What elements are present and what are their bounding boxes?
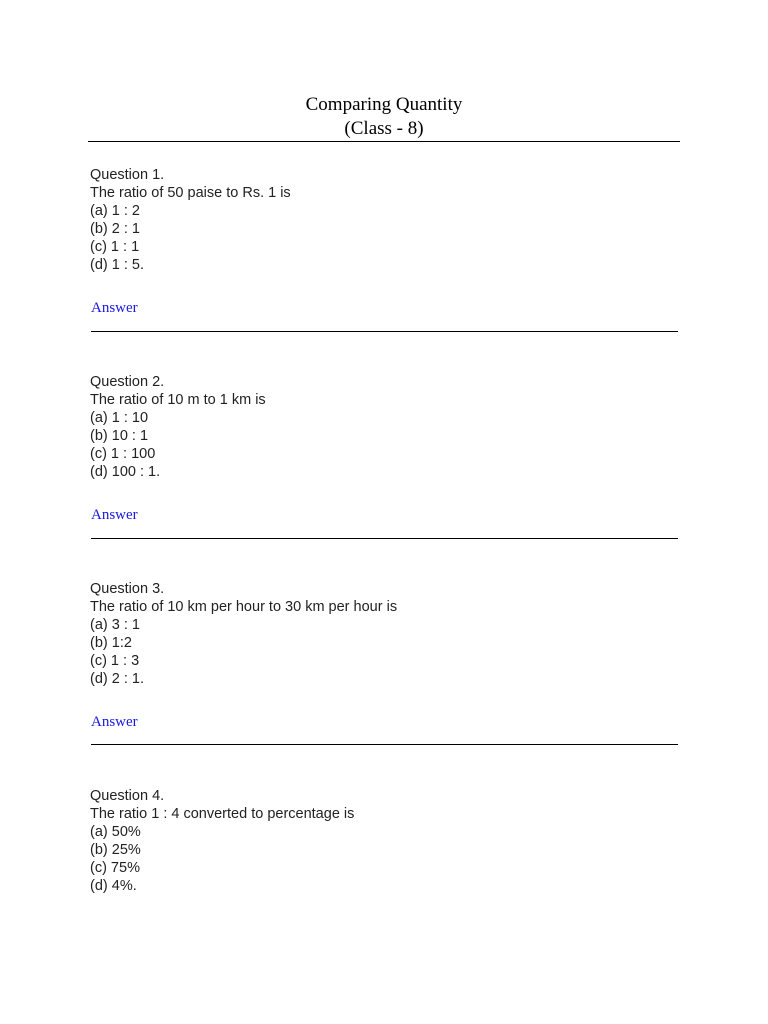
header-divider (88, 141, 680, 142)
question-number: Question 1. (90, 167, 165, 183)
option-d: (d) 100 : 1. (90, 464, 161, 480)
option-b: (b) 25% (90, 842, 141, 858)
option-d: (d) 1 : 5. (90, 257, 144, 273)
option-a: (a) 1 : 2 (90, 203, 140, 219)
option-d: (d) 2 : 1. (90, 671, 144, 687)
page-subtitle: (Class - 8) (344, 118, 424, 139)
option-d: (d) 4%. (90, 878, 137, 894)
answer-link-3[interactable]: Answer (91, 714, 138, 730)
option-a: (a) 50% (90, 824, 141, 840)
answer-link-2[interactable]: Answer (91, 507, 138, 523)
question-4 (90, 787, 690, 895)
option-c: (c) 1 : 1 (90, 239, 140, 255)
page-title-block (0, 93, 768, 141)
question-text: The ratio 1 : 4 converted to percentage is (90, 806, 355, 822)
option-c: (c) 1 : 100 (90, 446, 156, 462)
option-c: (c) 75% (90, 860, 140, 876)
question-text: The ratio of 10 km per hour to 30 km per hour is (90, 599, 398, 615)
question-number: Question 2. (90, 374, 165, 390)
option-a: (a) 1 : 10 (90, 410, 149, 426)
question-text: The ratio of 50 paise to Rs. 1 is (90, 185, 291, 201)
question-divider-2 (91, 538, 678, 539)
question-1 (90, 166, 690, 274)
question-divider-3 (91, 744, 678, 745)
page-title: Comparing Quantity (305, 94, 463, 115)
question-3 (90, 580, 690, 688)
question-divider-1 (91, 331, 678, 332)
question-number: Question 3. (90, 581, 165, 597)
option-b: (b) 10 : 1 (90, 428, 149, 444)
option-b: (b) 1:2 (90, 635, 132, 651)
question-2 (90, 373, 690, 481)
question-text: The ratio of 10 m to 1 km is (90, 392, 266, 408)
option-c: (c) 1 : 3 (90, 653, 140, 669)
answer-link-1[interactable]: Answer (91, 300, 138, 316)
option-a: (a) 3 : 1 (90, 617, 140, 633)
question-number: Question 4. (90, 788, 165, 804)
option-b: (b) 2 : 1 (90, 221, 140, 237)
